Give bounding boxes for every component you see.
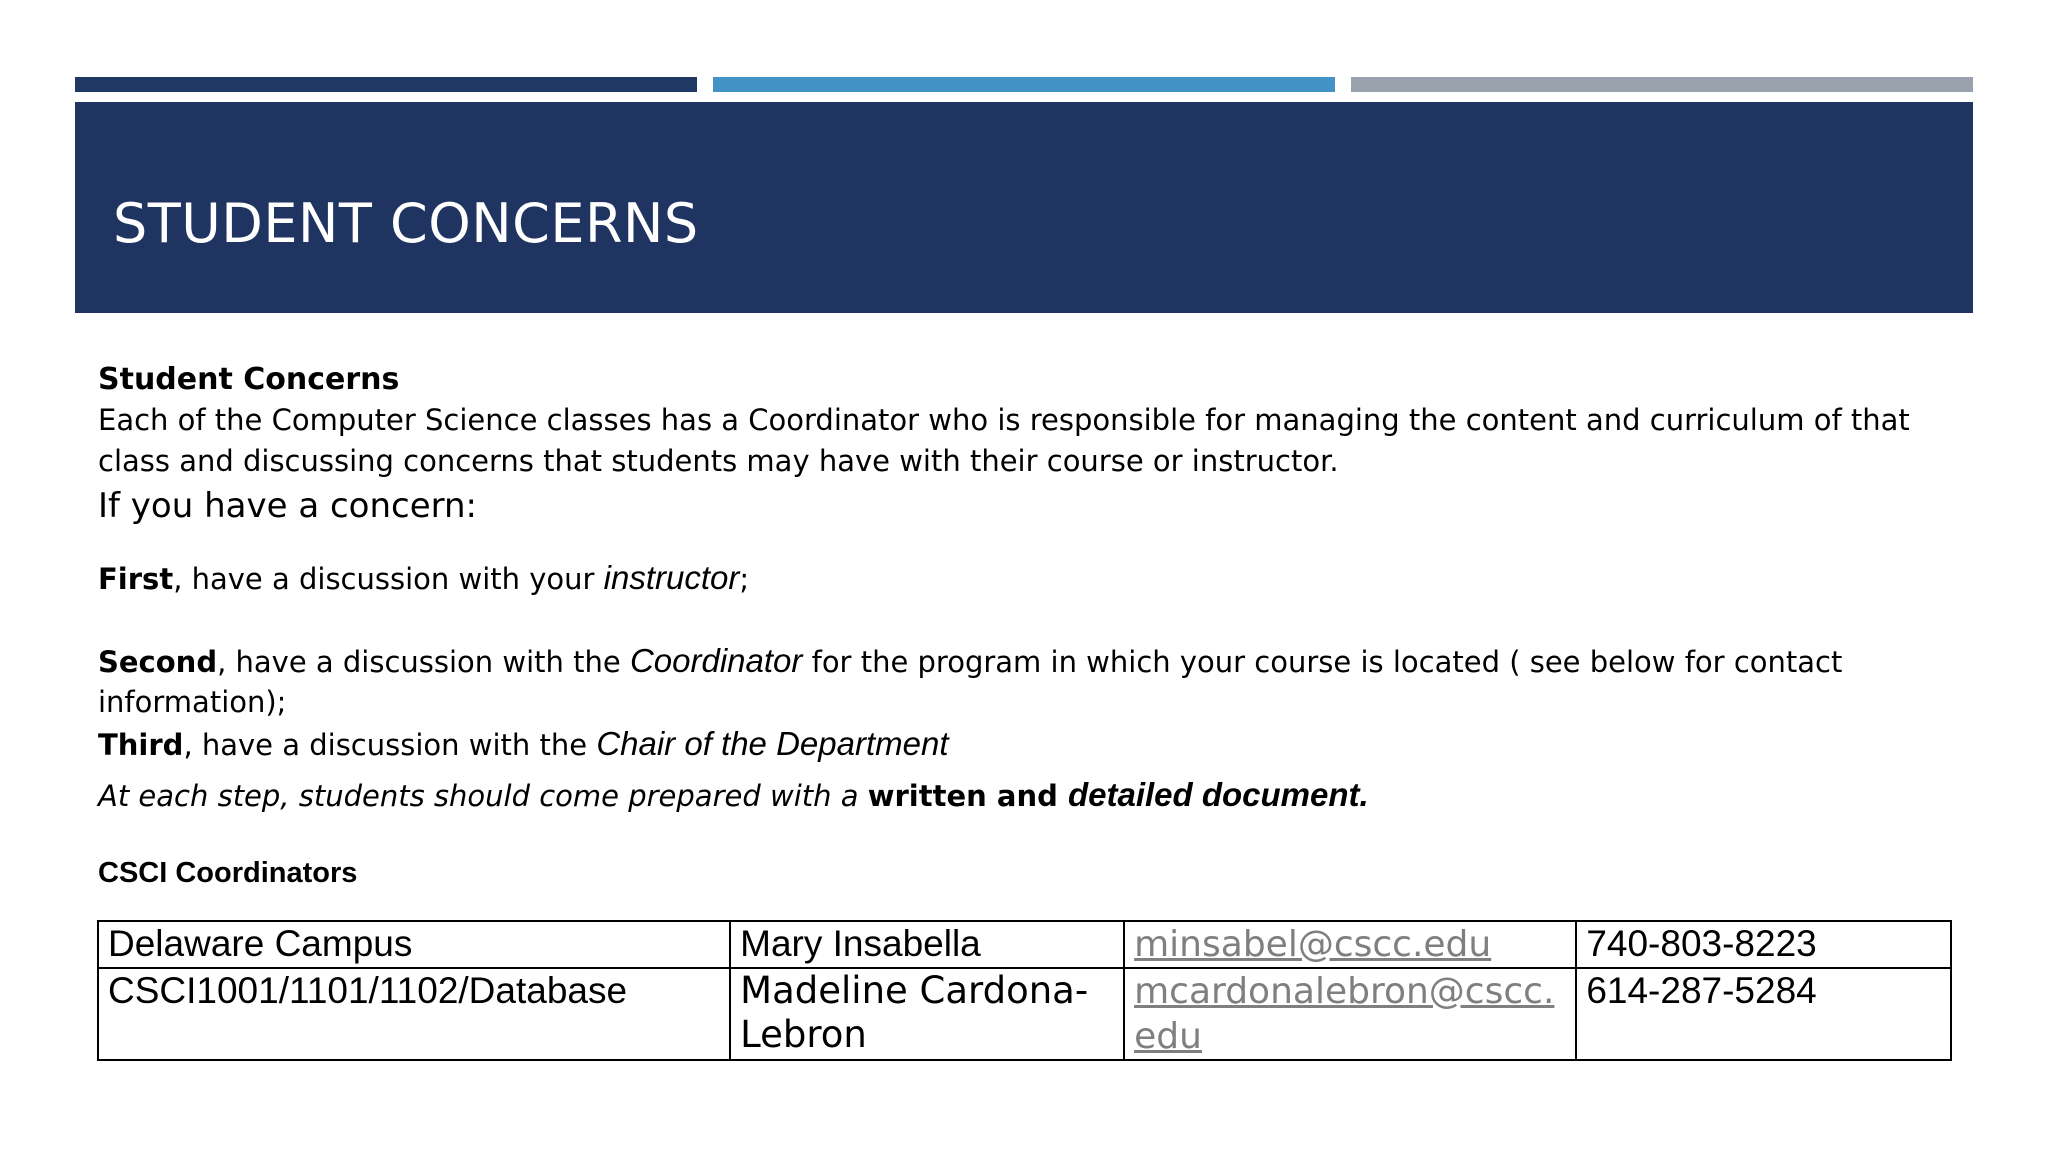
email-cell — [1124, 921, 1576, 968]
intro-paragraph: Each of the Computer Science classes has a Coordinator who is responsible for managing the content and curriculum of that class and discussing concerns that students may have with their course or instructor. — [98, 403, 1910, 478]
step-first — [98, 558, 749, 599]
step-third — [98, 724, 948, 765]
step-second — [98, 641, 1968, 722]
concern-intro: If you have a concern: — [98, 486, 477, 526]
area-cell: Delaware Campus — [98, 921, 730, 968]
phone-cell: 614-287-5284 — [1576, 968, 1951, 1060]
note-bold: written and — [867, 779, 1068, 813]
step-text: , have a discussion with your — [173, 562, 604, 596]
step-label: Second — [98, 645, 218, 679]
phone-cell: 740-803-8223 — [1576, 921, 1951, 968]
step-text-end: ; — [739, 562, 750, 596]
area-cell: CSCI1001/1101/1102/Database — [98, 968, 730, 1060]
step-label: Third — [98, 728, 184, 762]
step-emphasis: Chair of the Department — [596, 725, 949, 762]
name-cell: Madeline Cardona-Lebron — [730, 968, 1124, 1060]
note-italic: At each step, students should come prepared with a — [98, 779, 868, 813]
step-label: First — [98, 562, 174, 596]
coordinators-table — [97, 920, 1952, 1061]
step-text-end: for the program in which your course is located ( see below for contact information); — [98, 645, 1843, 719]
note-bold-italic: detailed document. — [1067, 776, 1369, 813]
email-link[interactable]: mcardonalebron@cscc.edu — [1134, 971, 1555, 1057]
accent-bar-dark — [75, 77, 697, 92]
slide-title: STUDENT CONCERNS — [113, 192, 699, 255]
section-heading: Student Concerns — [98, 362, 400, 397]
step-text: , have a discussion with the — [217, 645, 630, 679]
step-text: , have a discussion with the — [183, 728, 597, 762]
title-banner — [75, 102, 1973, 313]
coordinators-heading: CSCI Coordinators — [98, 857, 358, 889]
preparation-note — [98, 775, 1369, 816]
email-cell — [1124, 968, 1576, 1060]
email-link[interactable]: minsabel@cscc.edu — [1134, 924, 1492, 965]
table-row — [98, 921, 1951, 968]
slide-content — [98, 360, 1968, 889]
accent-bar-gray — [1351, 77, 1973, 92]
step-emphasis: instructor — [603, 559, 740, 596]
table-row — [98, 968, 1951, 1060]
step-emphasis: Coordinator — [629, 642, 803, 679]
accent-bar-blue — [713, 77, 1335, 92]
name-cell: Mary Insabella — [730, 921, 1124, 968]
